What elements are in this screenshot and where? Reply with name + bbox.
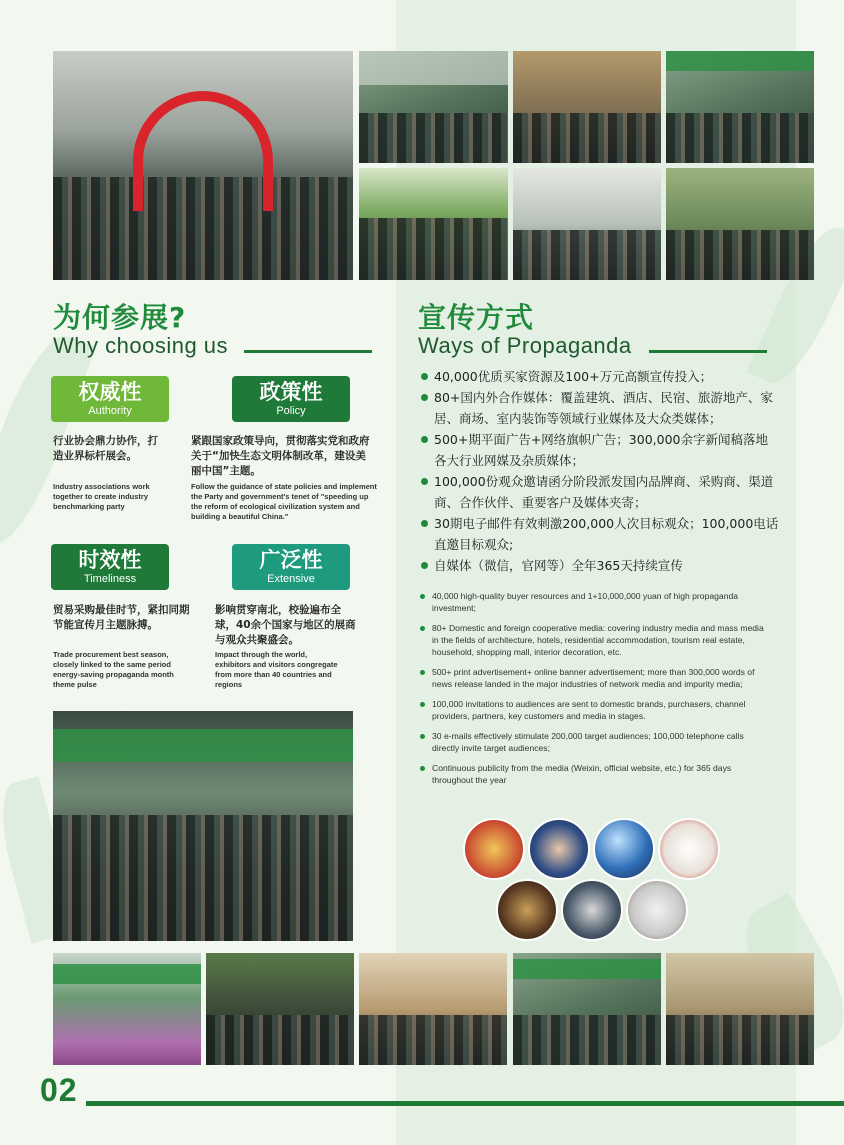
media-circle-print	[463, 818, 525, 880]
photo-strip-1	[53, 953, 201, 1065]
list-item: 30期电子邮件有效刺激200,000人次目标观众；100,000电话直邀目标观众;	[418, 513, 780, 555]
photo-booth-2	[513, 51, 661, 163]
list-item: 40,000 high-quality buyer resources and 1+10,000,000 yuan of high propaganda investment;	[418, 590, 770, 614]
propaganda-title-cn: 宣传方式	[418, 301, 535, 334]
media-circle-web	[658, 818, 720, 880]
list-item: 30 e-mails effectively stimulate 200,000 target audiences; 100,000 telephone calls directly invite target audiences;	[418, 730, 770, 754]
page-number: 02	[40, 1072, 78, 1108]
photo-strip-4	[513, 953, 661, 1065]
photo-visitors-talk	[359, 168, 508, 280]
list-item: 80+国内外合作媒体：覆盖建筑、酒店、民宿、旅游地产、家居、商场、室内装饰等领域行业媒体及大众类媒体；	[418, 387, 780, 429]
timeliness-desc-en: Trade procurement best season, closely linked to the same period energy-saving propaganda month theme pulse	[53, 650, 174, 689]
list-item: 100,000份观众邀请函分阶段派发国内品牌商、采购商、渠道商、合作伙伴、重要客户及媒体夹寄；	[418, 471, 780, 513]
authority-desc-cn: 行业协会鼎力协作，打造业界标杆展会。	[53, 435, 158, 462]
list-item: 40,000优质买家资源及100+万元高额宣传投入；	[418, 366, 780, 387]
tag-timeliness: 时效性 Timeliness	[51, 544, 169, 590]
photo-strip-5	[666, 953, 814, 1065]
why-title-en: Why choosing us	[53, 333, 229, 358]
media-circle-phone	[496, 879, 558, 941]
photo-booth-3	[666, 51, 814, 163]
list-item: 500+ print advertisement+ online banner advertisement; more than 300,000 words of news release landed in the major industries of network media and impurity media;	[418, 666, 770, 690]
media-circle-newspaper	[626, 879, 688, 941]
photo-outdoor-display	[666, 168, 814, 280]
list-item: Continuous publicity from the media (Weixin, official website, etc.) for 365 days throughout the year	[418, 762, 770, 786]
why-title-cn: 为何参展?	[53, 301, 187, 334]
extensive-desc-en: Impact through the world, exhibitors and visitors congregate from more than 40 countries and regions	[215, 650, 338, 689]
photo-entrance-crowd	[53, 51, 353, 280]
photo-strip-2	[206, 953, 354, 1065]
tag-policy: 政策性 Policy	[232, 376, 350, 422]
list-item: 80+ Domestic and foreign cooperative media: covering industry media and mass media in the fields of architecture, hotels, residential accommodation, tourism real estate, household, shopping mall, interior decoration, etc.	[418, 622, 770, 658]
media-circle-tv	[528, 818, 590, 880]
media-circle-globe	[593, 818, 655, 880]
media-circle-screens	[561, 879, 623, 941]
policy-desc-cn: 紧跟国家政策导向，贯彻落实党和政府关于“加快生态文明体制改革，建设美丽中国”主题。	[191, 435, 370, 477]
list-item: 自媒体（微信，官网等）全年365天持续宣传	[418, 555, 780, 576]
authority-desc-en: Industry associations work together to create industry benchmarking party	[53, 482, 150, 511]
why-title-rule	[244, 350, 372, 353]
list-item: 100,000 invitations to audiences are sent to domestic brands, purchasers, channel providers, partners, key customers and media in stages.	[418, 698, 770, 722]
photo-exhibition-aisle	[53, 711, 353, 941]
propaganda-list-en	[418, 590, 770, 794]
policy-desc-en: Follow the guidance of state policies and implement the Party and government's tenet of "speeding up the reform of ecological civilization system and building a beautiful China."	[191, 482, 377, 521]
propaganda-title-rule	[649, 350, 767, 353]
photo-product-demo	[513, 168, 661, 280]
tag-authority: 权威性 Authority	[51, 376, 169, 422]
photo-strip-3	[359, 953, 507, 1065]
tag-extensive: 广泛性 Extensive	[232, 544, 350, 590]
list-item: 500+期平面广告+网络旗帜广告；300,000余字新闻稿落地各大行业网媒及杂质媒体；	[418, 429, 780, 471]
propaganda-title-en: Ways of Propaganda	[418, 333, 632, 358]
footer-rule	[86, 1101, 844, 1106]
extensive-desc-cn: 影响贯穿南北，校验遍布全球，40余个国家与地区的展商与观众共聚盛会。	[215, 604, 356, 646]
propaganda-list-cn	[418, 366, 780, 576]
photo-booth-1	[359, 51, 508, 163]
timeliness-desc-cn: 贸易采购最佳时节，紧扣同期节能宣传月主题脉搏。	[53, 604, 190, 631]
